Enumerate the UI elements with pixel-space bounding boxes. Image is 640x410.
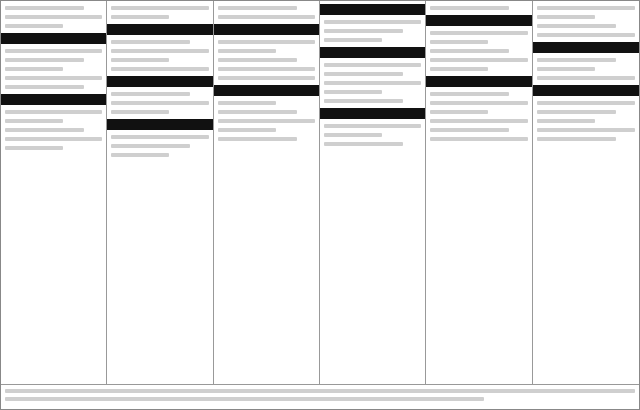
section-header-band [426,76,531,87]
section-header-band [214,24,319,35]
listing-column-2 [107,1,213,385]
listing-column-1 [1,1,107,385]
section-header-band [1,94,106,105]
footer-note [1,384,639,409]
section-header-band [107,76,212,87]
section-header-band [1,33,106,44]
section-header-band [107,119,212,130]
listing-column-6 [533,1,639,385]
section-header-band [320,4,425,15]
listing-grid [1,1,639,385]
section-header-band [320,47,425,58]
section-header-band [533,85,639,96]
listing-column-5 [426,1,532,385]
section-header-band [426,15,531,26]
section-header-band [107,24,212,35]
listing-column-4 [320,1,426,385]
section-header-band [320,108,425,119]
listing-column-3 [214,1,320,385]
section-header-band [214,85,319,96]
section-header-band [533,42,639,53]
